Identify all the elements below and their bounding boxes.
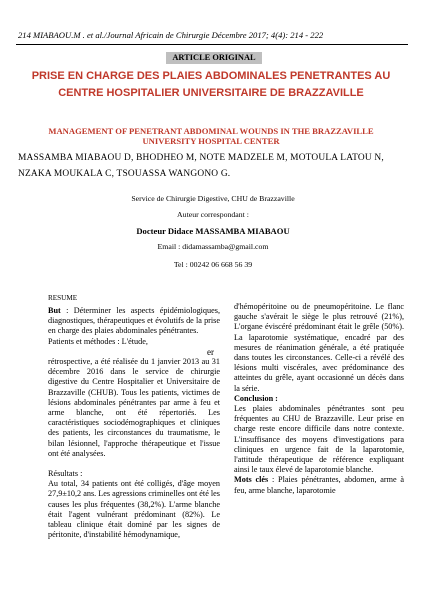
conclusion-label: Conclusion : — [234, 393, 278, 403]
superscript-er: er — [207, 346, 214, 357]
contact-email: Email : didamassamba@gmail.com — [157, 242, 269, 251]
header-divider — [16, 44, 408, 45]
corresponding-author-label: Auteur correspondant : — [177, 210, 249, 219]
article-type-badge: ARTICLE ORIGINAL — [166, 52, 262, 64]
running-head-journal: Journal Africain de Chirurgie — [106, 30, 210, 40]
running-head — [18, 30, 408, 40]
results-text: Au total, 34 patients ont été colligés, d'âge moyen 27,9±10,2 ans. Les agressions criminelles ont été les causes les plus fréquentes (38,2%). L'arme blanche était l'agent vulnérant prédominant (82%). Le tableau clinique était dominé par les signes de péritonite, d'instabilité hémodynamique, — [48, 479, 220, 540]
running-head-issue: Décembre 2017; 4(4): 214 - 222 — [209, 30, 324, 40]
contact-phone: Tel : 00242 06 668 56 39 — [173, 260, 253, 269]
conclusion-text: Les plaies abdominales pénétrantes sont peu fréquentes au CHU de Brazzaville. Leur prise en charge reste encore difficile dans notre contexte. L'insuffisance des moyens d'investigations para cliniques en urgence fait de la laparotomie, l'attitude thérapeutique de référence expliquant ainsi le taux élevé de laparotomie blanche. — [234, 404, 404, 475]
affiliation: Service de Chirurgie Digestive, CHU de Brazzaville — [131, 194, 295, 203]
corresponding-author-name: Docteur Didace MASSAMBA MIABAOU — [136, 226, 290, 236]
title-english: MANAGEMENT OF PENETRANT ABDOMINAL WOUNDS IN THE BRAZZAVILLE UNIVERSITY HOSPITAL CENTER — [48, 126, 374, 146]
running-head-prefix: 214 MIABAOU.M . et al./ — [18, 30, 107, 40]
keywords-label: Mots clés — [234, 475, 269, 485]
abstract-heading: RESUME — [48, 294, 78, 302]
methods-text: rétrospective, a été réalisée du 1 janvier 2013 au 31 décembre 2016 dans le service de chirurgie digestive du Centre Hospitalier et Universitaire de Brazzaville (CHUB). Tous les patients, victimes de lésions abdominales pénétrantes par arme à feu et arme blanche, ont été répertoriés. Les caractéristiques sociodémographiques et cliniques des patients, les circonstances du traumatisme, le bilan lésionnel, l'approche thérapeutique et l'issue ont été analysées. — [48, 357, 220, 458]
author-list: MASSAMBA MIABAOU D, BHODHEO M, NOTE MADZELE M, MOTOULA LATOU N, NZAKA MOUKALA C, TSOUASSA WANGONO G. — [18, 153, 384, 179]
keywords-paragraph — [234, 475, 404, 495]
objective-text: : Déterminer les aspects épidémiologiques, diagnostiques, thérapeutiques et évolutifs de la prise en charge des plaies abdominales pénétrantes. — [48, 306, 220, 336]
keywords-text: : Plaies pénétrantes, abdomen, arme à feu, arme blanche, laparotomie — [234, 475, 405, 495]
results-continuation: d'hémopéritoine ou de pneumopéritoine. Le flanc gauche s'avérait le siège le plus retrouvé (21%), L'organe éviscéré prédominant était le grêle (50%). La laparotomie systématique, encadré par des mesures de réanimation générale, a été pratiquée dans toutes les circonstances. Celle-ci a révélé des lésions multi viscérales, avec prédominance des atteintes du grêle, ayant occasionné un décès dans la série. — [234, 302, 404, 393]
abstract-right-column — [234, 302, 404, 496]
objective-label: But — [48, 306, 61, 315]
results-label: Résultats : — [48, 469, 83, 479]
title-french: PRISE EN CHARGE DES PLAIES ABDOMINALES PENETRANTES AU CENTRE HOSPITALIER UNIVERSITAIRE DE BRAZZAVILLE — [31, 70, 391, 99]
objective-paragraph — [48, 306, 220, 337]
abstract-left-column — [48, 306, 220, 540]
methods-label: Patients et méthodes : L'étude, — [48, 336, 148, 346]
